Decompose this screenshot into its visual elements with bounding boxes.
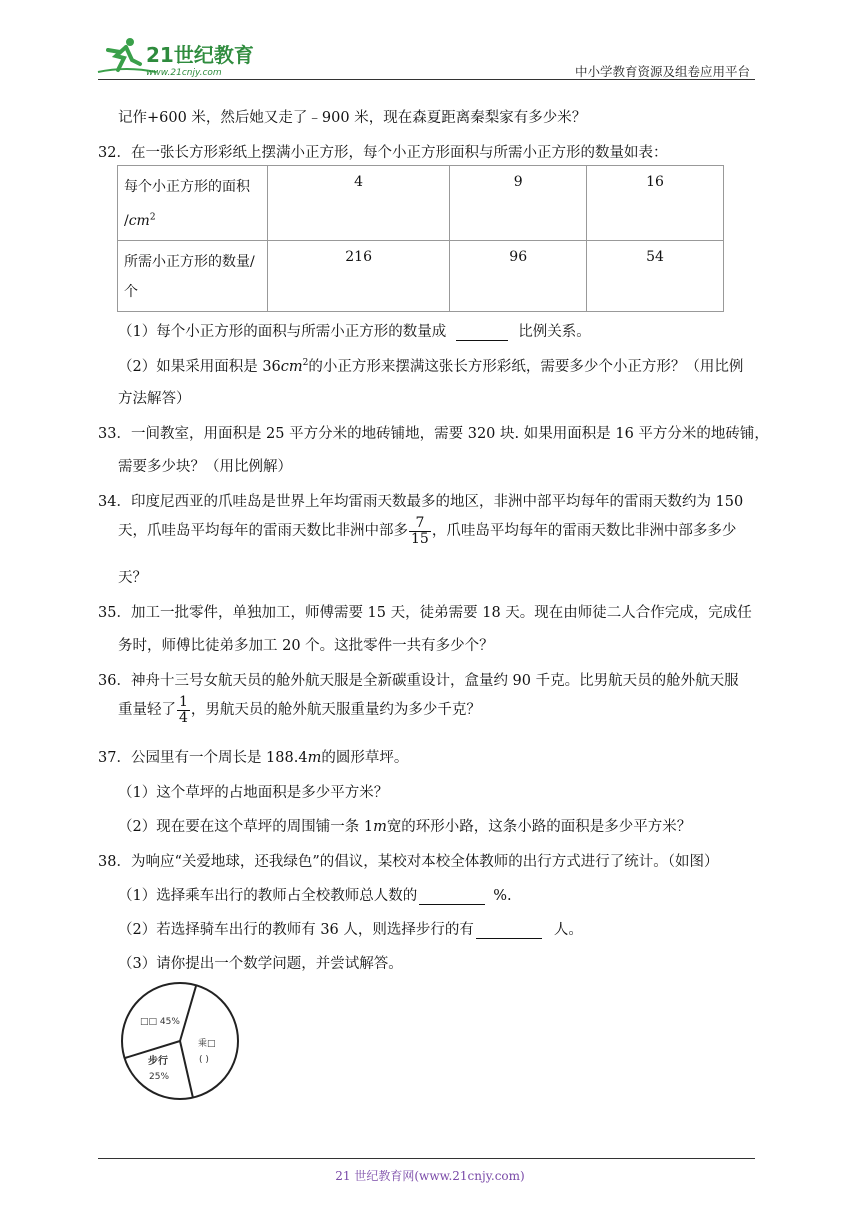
row-label: 所需小正方形的数量/: [124, 253, 255, 270]
pie-label: ( ): [199, 1055, 209, 1065]
question-38-2: （2）若选择骑车出行的教师有 36 人，则选择步行的有 人。: [118, 922, 583, 938]
question-32-1: （1）每个小正方形的面积与所需小正方形的数量成 比例关系。: [118, 324, 591, 340]
question-36: 36．神舟十三号女航天员的舱外航天服是全新碳重设计，盒量约 90 千克。比男航天员的舱外航天服: [98, 673, 739, 689]
logo: [96, 36, 266, 78]
table-cell: 96: [450, 240, 587, 311]
pie-label: 步行: [148, 1056, 168, 1067]
question-37-2: （2）现在要在这个草坪的周围铺一条 1m宽的环形小路，这条小路的面积是多少平方米？: [118, 819, 692, 835]
platform-name: 中小学教育资源及组卷应用平台: [575, 64, 751, 79]
table-cell: 216: [268, 240, 450, 311]
row-label-unit: 个: [124, 283, 138, 300]
text-line: 方法解答）: [118, 391, 191, 407]
pie-divider: [180, 986, 196, 1041]
question-34: 34．印度尼西亚的爪哇岛是世界上年均雷雨天数最多的地区，非洲中部平均每年的雷雨天数约为 150: [98, 494, 744, 510]
text-line: 需要多少块？（用比例解）: [118, 459, 292, 475]
text-line: 天，爪哇岛平均每年的雷雨天数比非洲中部多 $\frac{7}{15}$ ，爪哇岛平均每年的雷雨天数比非洲中部多多少: [118, 515, 737, 547]
pie-label: 25%: [149, 1072, 170, 1082]
table-cell: [118, 166, 268, 241]
answer-blank: [476, 922, 542, 939]
pie-label: □□ 45%: [140, 1017, 180, 1027]
question-37: 37．公园里有一个周长是 188.4m的圆形草坪。: [98, 750, 409, 766]
question-35: 35．加工一批零件，单独加工，师傅需要 15 天，徒弟需要 18 天。现在由师徒二人合作完成，完成任: [98, 605, 752, 621]
area-count-table: [117, 165, 724, 312]
question-32-2: （2）如果采用面积是 $36cm^2$的小正方形来摆满这张长方形彩纸，需要多少个小正方形？（用比例: [118, 358, 744, 375]
text-line: 天？: [118, 570, 147, 586]
question-33: 33．一间教室，用面积是 25 平方分米的地砖铺地，需要 320 块. 如果用面积是 16 平方分米的地砖铺，: [98, 426, 769, 442]
pie-divider: [180, 1041, 193, 1098]
table-row: [118, 166, 724, 241]
table-row: [118, 240, 724, 311]
row-label: 每个小正方形的面积: [124, 179, 250, 195]
text-line: 务时，师傅比徒弟多加工 20 个。这批零件一共有多少个？: [118, 638, 494, 654]
footer-divider: [98, 1158, 755, 1159]
logo-text: 21世纪教育: [146, 43, 254, 67]
table-cell: 16: [587, 166, 724, 241]
question-38-3: （3）请你提出一个数学问题，并尝试解答。: [118, 956, 403, 972]
row-label-unit: $/cm^2$: [124, 212, 156, 229]
answer-blank: [456, 324, 508, 341]
question-38: 38．为响应“关爱地球，还我绿色”的倡议，某校对本校全体教师的出行方式进行了统计。（如图）: [98, 854, 719, 870]
table-cell: [118, 240, 268, 311]
answer-blank: [419, 888, 485, 905]
question-32: 32．在一张长方形彩纸上摆满小正方形，每个小正方形面积与所需小正方形的数量如表：: [98, 145, 668, 161]
fraction: $\frac{7}{15}$: [411, 515, 429, 547]
footer-text: 21 世纪教育网(www.21cnjy.com): [335, 1169, 525, 1183]
pie-label: 乘□: [198, 1039, 216, 1049]
question-37-1: （1）这个草坪的占地面积是多少平方米？: [118, 785, 389, 801]
logo-url: www.21cnjy.com: [146, 68, 222, 78]
pie-chart: [118, 978, 243, 1103]
text-line: 重量轻了 $\frac{1}{4}$ ，男航天员的舱外航天服重量约为多少千克？: [118, 694, 481, 726]
header-divider: [98, 79, 755, 80]
fraction: $\frac{1}{4}$: [179, 694, 188, 726]
table-cell: 54: [587, 240, 724, 311]
table-cell: 4: [268, 166, 450, 241]
question-38-1: （1）选择乘车出行的教师占全校教师总人数的 %.: [118, 888, 512, 904]
table-cell: 9: [450, 166, 587, 241]
text-line: 记作+600 米，然后她又走了﹣900 米，现在森夏距离秦梨家有多少米？: [118, 110, 587, 126]
